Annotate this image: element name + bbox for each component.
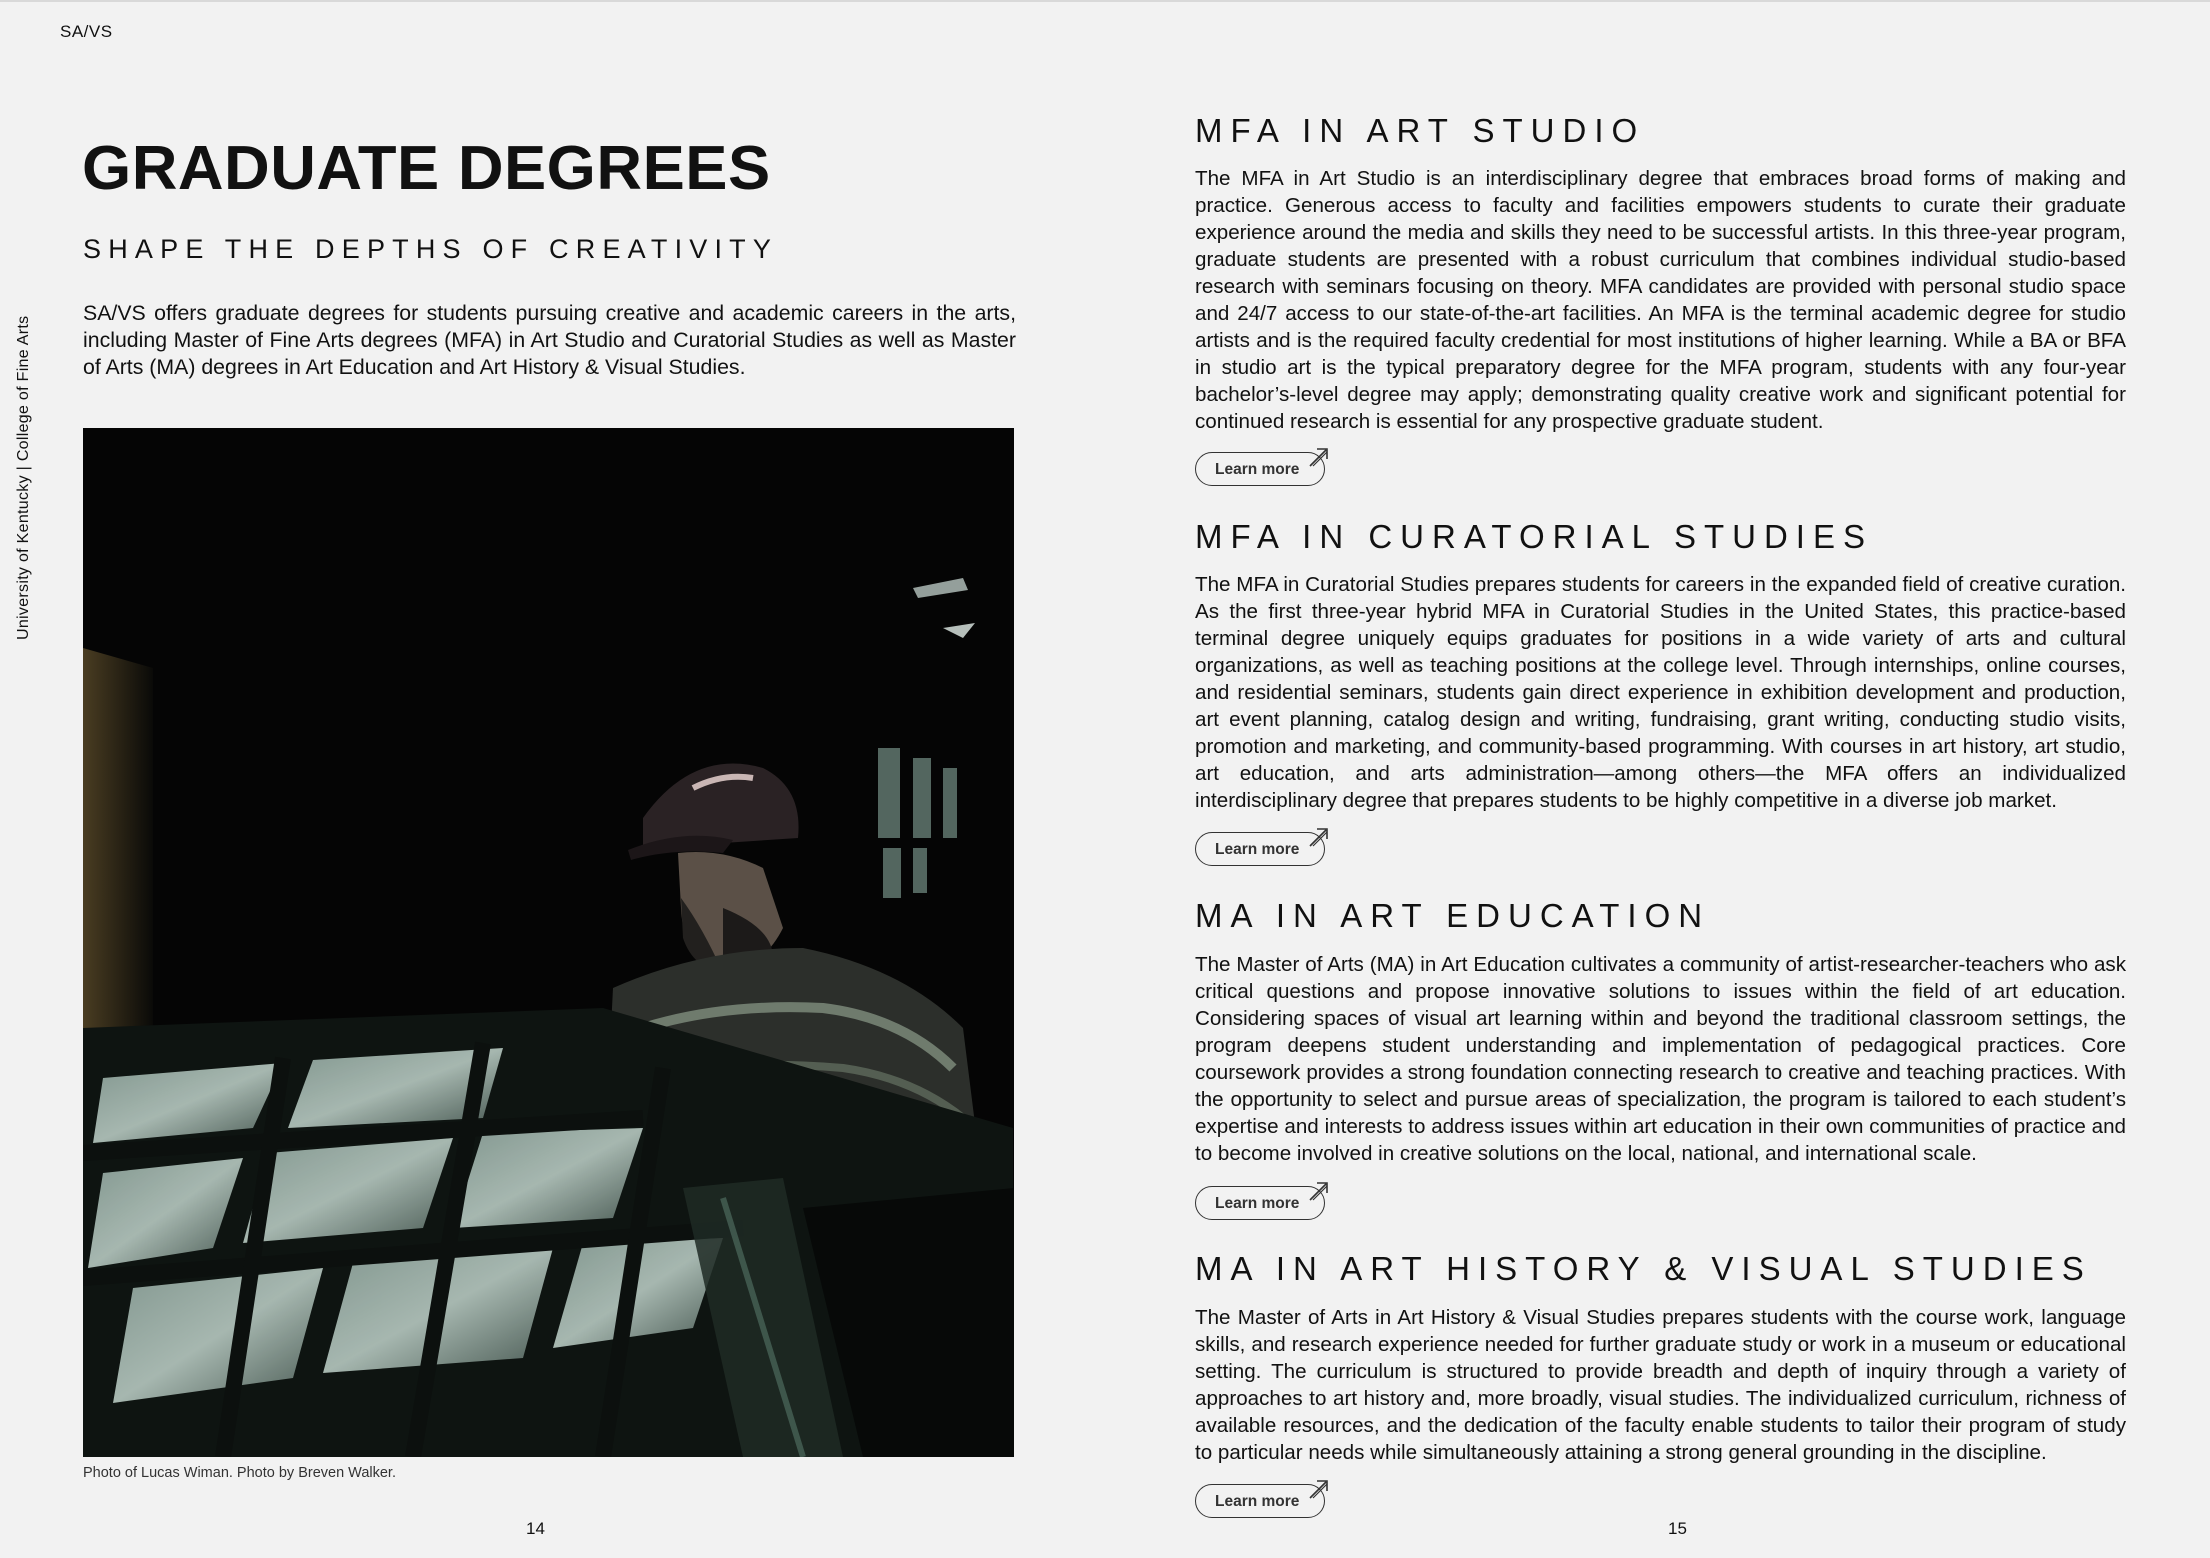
- learn-more-button-ma-art-history[interactable]: [1195, 1484, 1325, 1518]
- section-heading-ma-art-education: MA IN ART EDUCATION: [1195, 897, 1711, 934]
- external-arrow-icon: [1306, 444, 1332, 470]
- learn-more-button-ma-art-education[interactable]: [1195, 1186, 1325, 1220]
- learn-more-label: Learn more: [1215, 460, 1300, 478]
- page-number-left: 14: [526, 1519, 545, 1538]
- photo-caption: Photo of Lucas Wiman. Photo by Breven Walker.: [83, 1465, 396, 1481]
- learn-more-button-mfa-art-studio[interactable]: [1195, 452, 1325, 486]
- learn-more-label: Learn more: [1215, 1194, 1300, 1212]
- page-title: GRADUATE DEGREES: [82, 134, 771, 203]
- page-subtitle: SHAPE THE DEPTHS OF CREATIVITY: [83, 234, 779, 264]
- section-heading-ma-art-history: MA IN ART HISTORY & VISUAL STUDIES: [1195, 1250, 2092, 1287]
- side-label: University of Kentucky | College of Fine Arts: [15, 315, 32, 640]
- intro-paragraph: SA/VS offers graduate degrees for students pursuing creative and academic careers in the arts, including Master of Fine Arts degrees (MFA) in Art Studio and Curatorial Studies as well as Master of Arts (MA) degrees in Art Education and Art History & Visual Studies.: [83, 301, 1016, 379]
- section-heading-mfa-art-studio: MFA IN ART STUDIO: [1195, 112, 1646, 149]
- learn-more-label: Learn more: [1215, 1492, 1300, 1510]
- section-body-ma-art-education: The Master of Arts (MA) in Art Education cultivates a community of artist-researcher-teachers who ask critical questions and propose innovative solutions to issues within the field of art education. Considering spaces of visual art learning within and beyond the traditional classroom settings, the program deepens student understanding and implementation of pedagogical practices. Core coursework provides a strong foundation connecting research to creative and teaching practices. With the opportunity to select and pursue areas of specialization, the program is tailored to each student’s expertise and interests to address issues within art education in their own communities of practice and to become involved in creative solutions on the local, national, and international scale.: [1195, 953, 2126, 1165]
- section-body-mfa-art-studio: The MFA in Art Studio is an interdisciplinary degree that embraces broad forms of making and practice. Generous access to faculty and facilities empowers students to curate their graduate experience around the media and skills they need to be successful artists. In this three-year program, graduate students are presented with a robust curriculum that combines individual studio-based research with seminars focusing on theory. MFA candidates are provided with personal studio space and 24/7 access to our state-of-the-art facilities. An MFA is the terminal academic degree for studio artists and is the required faculty credential for most institutions of higher learning. While a BA or BFA in studio art is the typical preparatory degree for the MFA program, students with any four-year bachelor’s-level degree may apply; demonstrating quality creative work and significant potential for continued research is essential for any prospective graduate student.: [1195, 167, 2126, 433]
- top-rule: [0, 0, 2210, 2]
- learn-more-label: Learn more: [1215, 840, 1300, 858]
- student-photo: [83, 428, 1014, 1457]
- brand-label: SA/VS: [60, 22, 113, 41]
- external-arrow-icon: [1306, 1178, 1332, 1204]
- section-body-mfa-curatorial-studies: The MFA in Curatorial Studies prepares students for careers in the expanded field of creative curation. As the first three-year hybrid MFA in Curatorial Studies in the United States, this practice-based terminal degree uniquely equips graduates for positions in a wide variety of arts and cultural organizations, as well as teaching positions at the college level. Through internships, online courses, and residential seminars, students gain direct experience in exhibition development and production, art event planning, catalog design and writing, fundraising, grant writing, conducting studio visits, promotion and marketing, and community-based programming. With courses in art history, art studio, art education, and arts administration—among others—the MFA offers an individualized interdisciplinary degree that prepares students to be highly competitive in a diverse job market.: [1195, 573, 2126, 812]
- section-body-ma-art-history: The Master of Arts in Art History & Visual Studies prepares students with the course work, language skills, and research experience needed for further graduate study or work in a museum or educational setting. The curriculum is structured to provide breadth and depth of inquiry through a variety of approaches to art history and, more broadly, visual studies. The individualized curriculum, richness of available resources, and the dedication of the faculty enable students to tailor their program of study to particular needs while simultaneously attaining a strong general grounding in the discipline.: [1195, 1306, 2126, 1464]
- external-arrow-icon: [1306, 824, 1332, 850]
- section-heading-mfa-curatorial-studies: MFA IN CURATORIAL STUDIES: [1195, 518, 1873, 555]
- external-arrow-icon: [1306, 1476, 1332, 1502]
- learn-more-button-mfa-curatorial-studies[interactable]: [1195, 832, 1325, 866]
- page-number-right: 15: [1668, 1519, 1687, 1538]
